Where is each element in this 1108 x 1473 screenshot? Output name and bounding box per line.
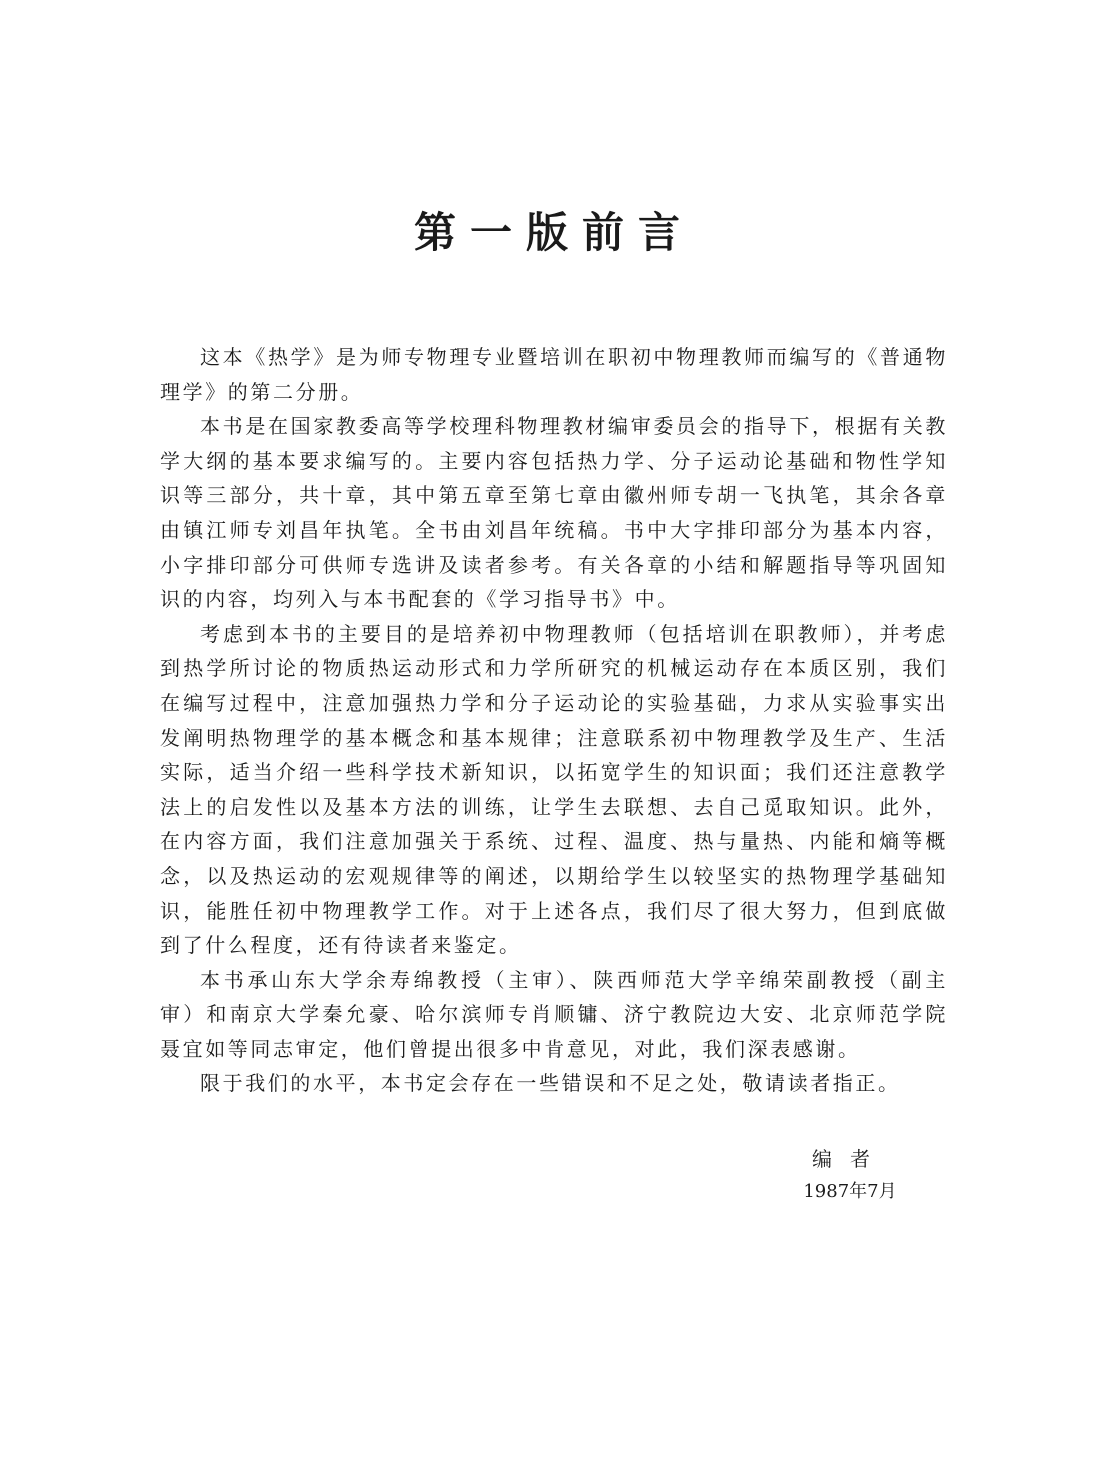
paragraph-5: 限于我们的水平，本书定会存在一些错误和不足之处，敬请读者指正。	[200, 1071, 901, 1096]
paragraph-4: 本书承山东大学余寿绵教授（主审）、陕西师范大学辛绵荣副教授（副主审）和南京大学秦允豪、哈尔滨师专肖顺镛、济宁教院边大安、北京师范学院聂宜如等同志审定，他们曾提出很多中肯意见，对此，我们深表感谢。	[160, 967, 948, 1061]
page-title: 第一版前言	[413, 208, 694, 257]
author-signature: 编者	[812, 1147, 888, 1171]
signature-block	[790, 1143, 910, 1209]
preface-body	[160, 340, 948, 1101]
paragraph-2: 本书是在国家教委高等学校理科物理教材编审委员会的指导下，根据有关教学大纲的基本要求编写的。主要内容包括热力学、分子运动论基础和物性学知识等三部分，共十章，其中第五章至第七章由徽州师专胡一飞执笔，其余各章由镇江师专刘昌年执笔。全书由刘昌年统稿。书中大字排印部分为基本内容，小字排印部分可供师专选讲及读者参考。有关各章的小结和解题指导等巩固知识的内容，均列入与本书配套的《学习指导书》中。	[160, 414, 948, 612]
signature-date: 1987年7月	[803, 1181, 897, 1202]
paragraph-3: 考虑到本书的主要目的是培养初中物理教师（包括培训在职教师），并考虑到热学所讨论的物质热运动形式和力学所研究的机械运动存在本质区别，我们在编写过程中，注意加强热力学和分子运动论的实验基础，力求从实验事实出发阐明热物理学的基本概念和基本规律；注意联系初中物理教学及生产、生活实际，适当介绍一些科学技术新知识，以拓宽学生的知识面；我们还注意教学法上的启发性以及基本方法的训练，让学生去联想、去自己觅取知识。此外，在内容方面，我们注意加强关于系统、过程、温度、热与量热、内能和熵等概念，以及热运动的宏观规律等的阐述，以期给学生以较坚实的热物理学基础知识，能胜任初中物理教学工作。对于上述各点，我们尽了很大努力，但到底做到了什么程度，还有待读者来鉴定。	[160, 621, 948, 958]
paragraph-1: 这本《热学》是为师专物理专业暨培训在职初中物理教师而编写的《普通物理学》的第二分册。	[160, 345, 948, 404]
